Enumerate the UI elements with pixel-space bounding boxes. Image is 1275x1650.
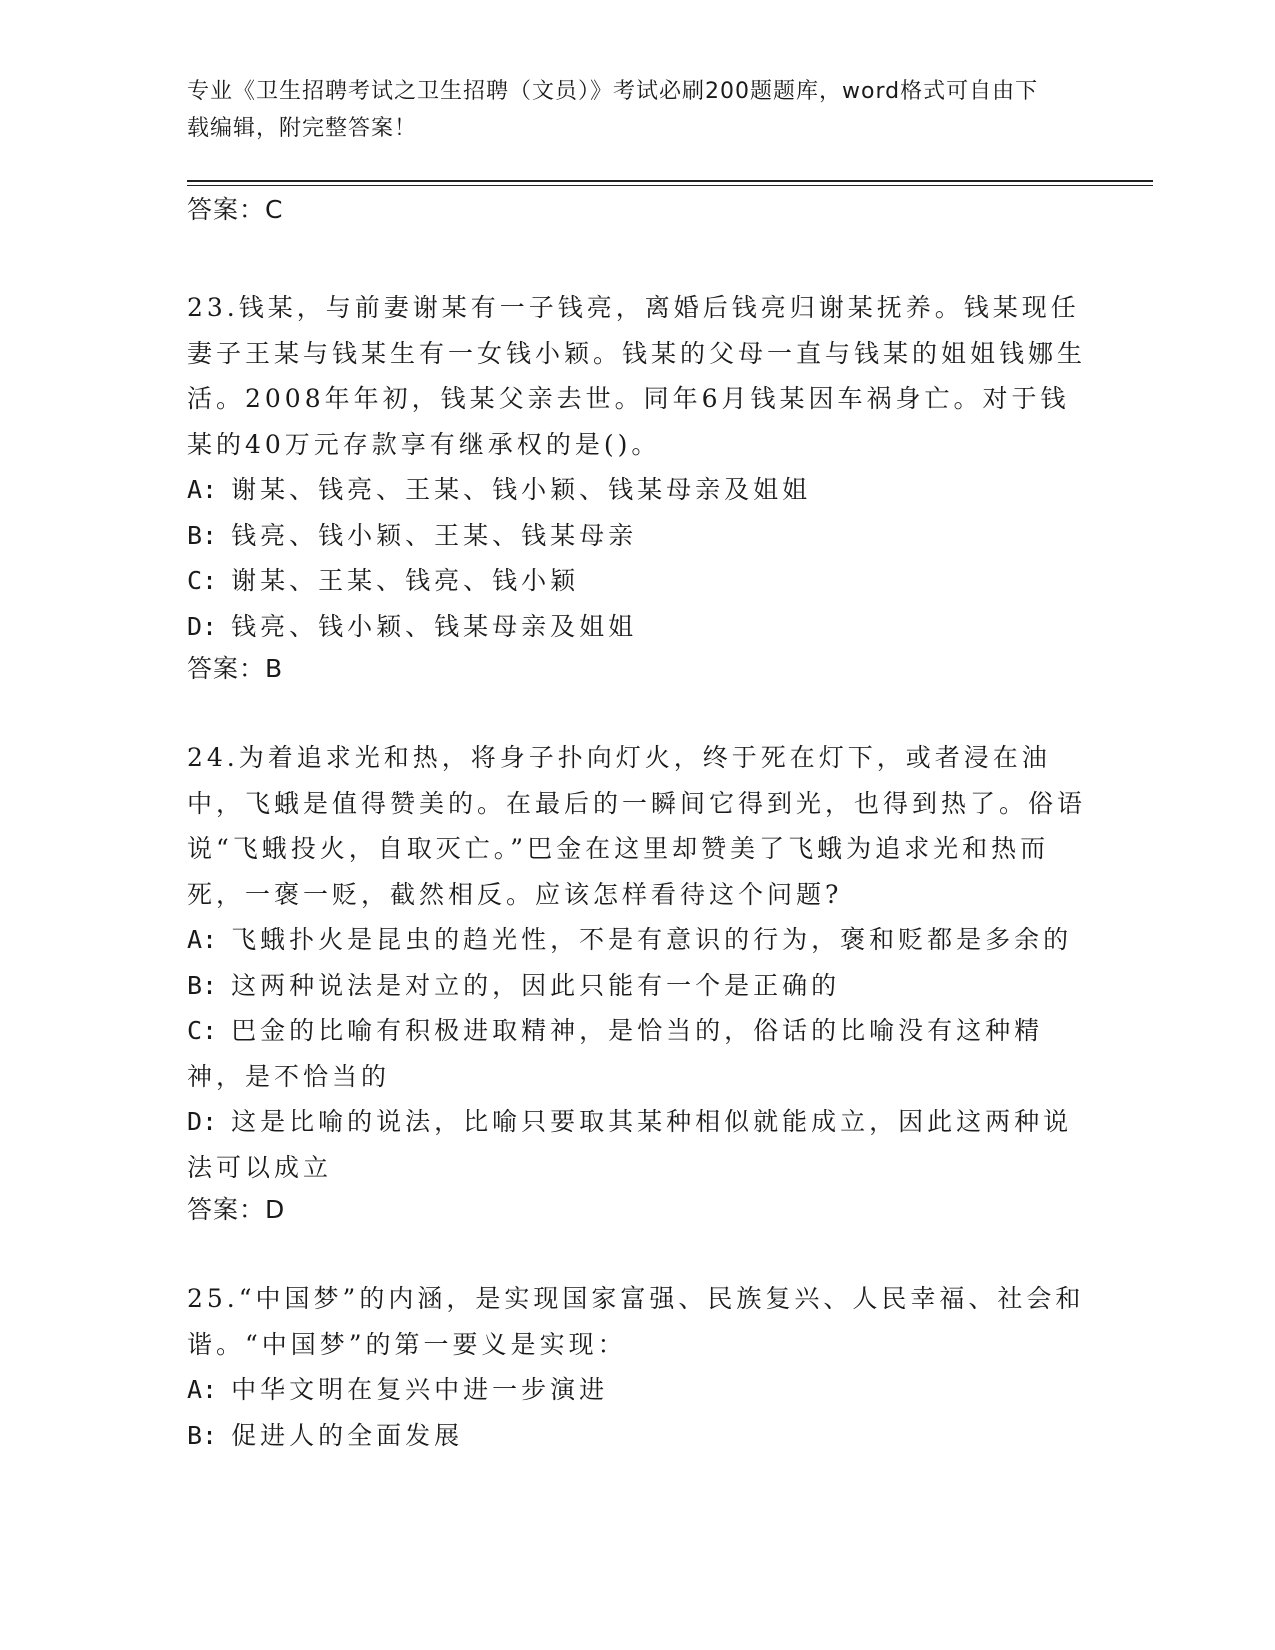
answer-line: 答案：D [187, 1195, 286, 1224]
option-b [187, 963, 1087, 1009]
header-rule-thick [187, 180, 1153, 182]
option-d [187, 604, 1087, 650]
option-label: B: [187, 970, 218, 1000]
option-label: C: [187, 1016, 218, 1045]
option-b [187, 513, 1087, 559]
page-header: 专业《卫生招聘考试之卫生招聘（文员）》考试必刷200题题库，word格式可自由下载编辑，附完整答案！ [187, 79, 1039, 141]
option-d [187, 1099, 1087, 1190]
option-b [187, 1413, 1087, 1459]
option-label: D: [187, 611, 218, 641]
option-text: 钱亮、钱小颖、钱某母亲及姐姐 [231, 611, 638, 641]
option-a [187, 467, 1087, 513]
option-a [187, 917, 1087, 963]
option-label: B: [187, 1420, 218, 1450]
option-label: B: [187, 520, 218, 550]
question-text: 24.为着追求光和热，将身子扑向灯火，终于死在灯下，或者浸在油中，飞蛾是值得赞美的。在最后的一瞬间它得到光，也得到热了。俗语说“飞蛾投火，自取灭亡。”巴金在这里却赞美了飞蛾为追求光和热而死，一褒一贬，截然相反。应该怎样看待这个问题? [187, 743, 1087, 909]
option-text: 巴金的比喻有积极进取精神，是恰当的，俗话的比喻没有这种精神，是不恰当的 [187, 1016, 1044, 1091]
question-text: 25.“中国梦”的内涵，是实现国家富强、民族复兴、人民幸福、社会和谐。“中国梦”的第一要义是实现： [187, 1284, 1085, 1359]
option-label: A: [187, 475, 218, 504]
option-label: C: [187, 566, 218, 595]
option-text: 这是比喻的说法，比喻只要取其某种相似就能成立，因此这两种说法可以成立 [187, 1107, 1073, 1182]
option-text: 谢某、王某、钱亮、钱小颖 [231, 566, 580, 595]
option-c [187, 558, 1087, 604]
option-label: A: [187, 925, 218, 954]
answer-line: 答案：C [187, 195, 284, 224]
option-text: 这两种说法是对立的，因此只能有一个是正确的 [231, 970, 841, 1000]
option-text: 飞蛾扑火是昆虫的趋光性，不是有意识的行为，褒和贬都是多余的 [231, 925, 1073, 954]
answer-line: 答案：B [187, 654, 284, 683]
option-text: 钱亮、钱小颖、王某、钱某母亲 [231, 520, 638, 550]
document-body [187, 190, 1087, 1458]
question-text: 23.钱某，与前妻谢某有一子钱亮，离婚后钱亮归谢某抚养。钱某现任妻子王某与钱某生有一女钱小颖。钱某的父母一直与钱某的姐姐钱娜生活。2008年年初，钱某父亲去世。同年6月钱某因车祸身亡。对于钱某的40万元存款享有继承权的是()。 [187, 293, 1087, 459]
option-text: 促进人的全面发展 [231, 1420, 464, 1450]
question-24 [187, 735, 1087, 1230]
option-c [187, 1008, 1087, 1099]
option-text: 中华文明在复兴中进一步演进 [231, 1375, 609, 1404]
header-rule-thin [187, 185, 1153, 186]
question-23 [187, 285, 1087, 689]
option-a [187, 1367, 1087, 1413]
option-label: A: [187, 1375, 218, 1404]
option-text: 谢某、钱亮、王某、钱小颖、钱某母亲及姐姐 [231, 475, 812, 504]
option-label: D: [187, 1107, 218, 1136]
question-25 [187, 1276, 1087, 1458]
